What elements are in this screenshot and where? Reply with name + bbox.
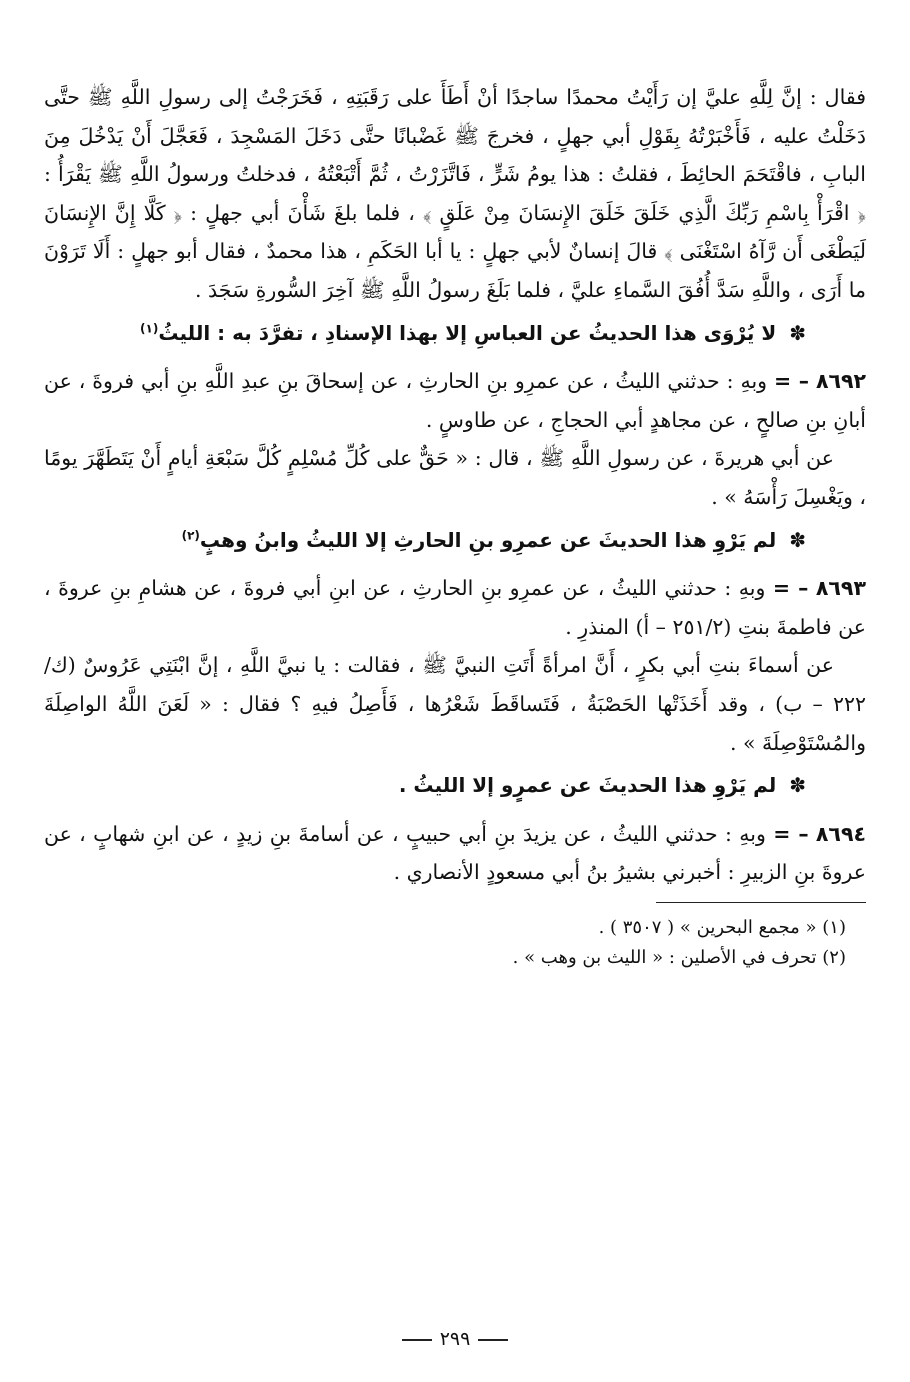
- hadith-number: ٨٦٩٢: [815, 369, 866, 394]
- narration-note: [44, 314, 866, 353]
- page-number: [0, 1328, 910, 1350]
- footnote-ref: (١): [140, 320, 159, 335]
- footnote-text: تحرف في الأصلين : « الليث بن وهب » .: [512, 946, 817, 968]
- hadith-block-8692: [44, 314, 866, 517]
- hadith-dash: – =: [773, 821, 809, 846]
- hadith-matn: عن أبي هريرةَ ، عن رسولِ اللَّهِ ﷺ ، قال : « حَقٌّ على كُلِّ مُسْلِمٍ كُلَّ سَبْعَةِ أيامٍ أَنْ يَتَطَهَّرَ يومًا ، ويَغْسِلَ رَأْسَهُ » .: [44, 446, 866, 509]
- footnote-mark: (١): [822, 916, 846, 938]
- page-number-dash: [478, 1339, 508, 1341]
- footnote-ref: (٢): [181, 527, 200, 542]
- star-bullet-icon: ✽: [789, 320, 806, 345]
- page-number-value: ٢٩٩: [439, 1328, 471, 1350]
- hadith-number: ٨٦٩٣: [815, 576, 866, 601]
- footnote-2: [44, 943, 866, 973]
- star-bullet-icon: ✽: [789, 773, 806, 798]
- continuation-paragraph: فقال : إنَّ لِلَّهِ عليَّ إن رَأَيْتُ محمدًا ساجدًا أنْ أَطَأَ على رَقَبَتِهِ ، فَخَرَجْتُ إلى رسولِ اللَّهِ ﷺ حتَّى دَخَلْتُ عليه ، فَأَخْبَرْتُهُ بِقَوْلِ أبي جهلٍ ، فخرجَ ﷺ غَضْبانًا حتَّى دَخَلَ المَسْجِدَ ، فَعَجَّلَ أَنْ يَدْخُلَ مِنَ البابِ ، فاقْتَحَمَ الحائِطَ ، فقلتُ : هذا يومُ شَرٍّ ، فَاتَّزَرْتُ ، ثُمَّ أَتْبَعْتُهُ ، فدخلتُ ورسولُ اللَّهِ ﷺ يَقْرَأُ : ﴿ اقْرَأْ بِاسْمِ رَبِّكَ الَّذِي خَلَقَ خَلَقَ الإِنسَانَ مِنْ عَلَقٍ ﴾ ، فلما بلغَ شَأْنَ أبي جهلٍ : ﴿ كَلَّا إِنَّ الإِنسَانَ لَيَطْغَى أَن رَّآهُ اسْتَغْنَى ﴾ قالَ إنسانٌ لأبي جهلٍ : يا أبا الحَكَمِ ، هذا محمدٌ ، فقال أبو جهلٍ : أَلَا تَرَوْنَ ما أَرَى ، واللَّهِ سَدَّ أُفُقَ السَّماءِ عليَّ ، فلما بَلَغَ رسولُ اللَّهِ ﷺ آخِرَ السُّورةِ سَجَدَ .: [44, 85, 866, 302]
- narration-note-text: لم يَرْوِ هذا الحديثَ عن عمرِو بنِ الحارثِ إلا الليثُ وابنُ وهبٍ: [199, 527, 777, 552]
- hadith-dash: – =: [772, 576, 809, 601]
- narration-note-text: لم يَرْوِ هذا الحديثَ عن عمرٍو إلا الليثُ .: [398, 773, 777, 798]
- page-number-dash: [402, 1339, 432, 1341]
- hadith-matn: عن أسماءَ بنتِ أبي بكرٍ ، أَنَّ امرأةً أَتَتِ النبيَّ ﷺ ، فقالت : يا نبيَّ اللَّهِ ، إنَّ ابْنَتِي عَرُوسٌ (ك/٢٢٢ – ب) ، وقد أَخَذَتْها الحَصْبَةُ ، فَتَساقَطَ شَعْرُها ، فَأَصِلُ فيهِ ؟ فقال : « لَعَنَ اللَّهُ الواصِلَةَ والمُسْتَوْصِلَةَ » .: [44, 653, 866, 755]
- hadith-chain-text: وبهِ : حدثني الليثُ ، عن عمرِو بنِ الحارثِ ، عن إسحاقَ بنِ عبدِ اللَّهِ بنِ أبي فروةَ ، عن أبانِ بنِ صالحٍ ، عن مجاهدٍ أبي الحجاجِ ، عن طاوسٍ .: [44, 369, 866, 432]
- hadith-chain: [44, 362, 866, 439]
- hadith-chain-text: وبهِ : حدثني الليثُ ، عن يزيدَ بنِ أبي حبيبٍ ، عن أسامةَ بنِ زيدٍ ، عن ابنِ شهابٍ ، عن عروةَ بنِ الزبيرِ : أخبرني بشيرُ بنُ أبي مسعودٍ الأنصاري .: [44, 821, 866, 885]
- footnote-divider: [656, 902, 866, 903]
- hadith-dash: – =: [774, 369, 809, 394]
- hadith-chain-text: وبهِ : حدثني الليثُ ، عن عمرِو بنِ الحارثِ ، عن ابنِ أبي فروةَ ، عن هشامِ بنِ عروةَ ، عن فاطمةَ بنتِ (٢٥١/٢ – أ) المنذرِ .: [44, 576, 866, 639]
- footnote-1: [44, 913, 866, 943]
- hadith-block-8694: [44, 766, 866, 892]
- hadith-number: ٨٦٩٤: [815, 821, 866, 846]
- star-bullet-icon: ✽: [789, 527, 806, 552]
- narration-note: [44, 521, 866, 560]
- footnote-mark: (٢): [822, 946, 846, 968]
- narration-note-text: لا يُرْوَى هذا الحديثُ عن العباسِ إلا بهذا الإسنادِ ، تفرَّدَ به : الليثُ: [158, 320, 777, 345]
- hadith-block-8693: [44, 521, 866, 763]
- hadith-chain: [44, 569, 866, 646]
- narration-note: [44, 766, 866, 805]
- hadith-chain: [44, 815, 866, 892]
- footnote-text: « مجمع البحرين » ( ٣٥٠٧ ) .: [598, 916, 817, 938]
